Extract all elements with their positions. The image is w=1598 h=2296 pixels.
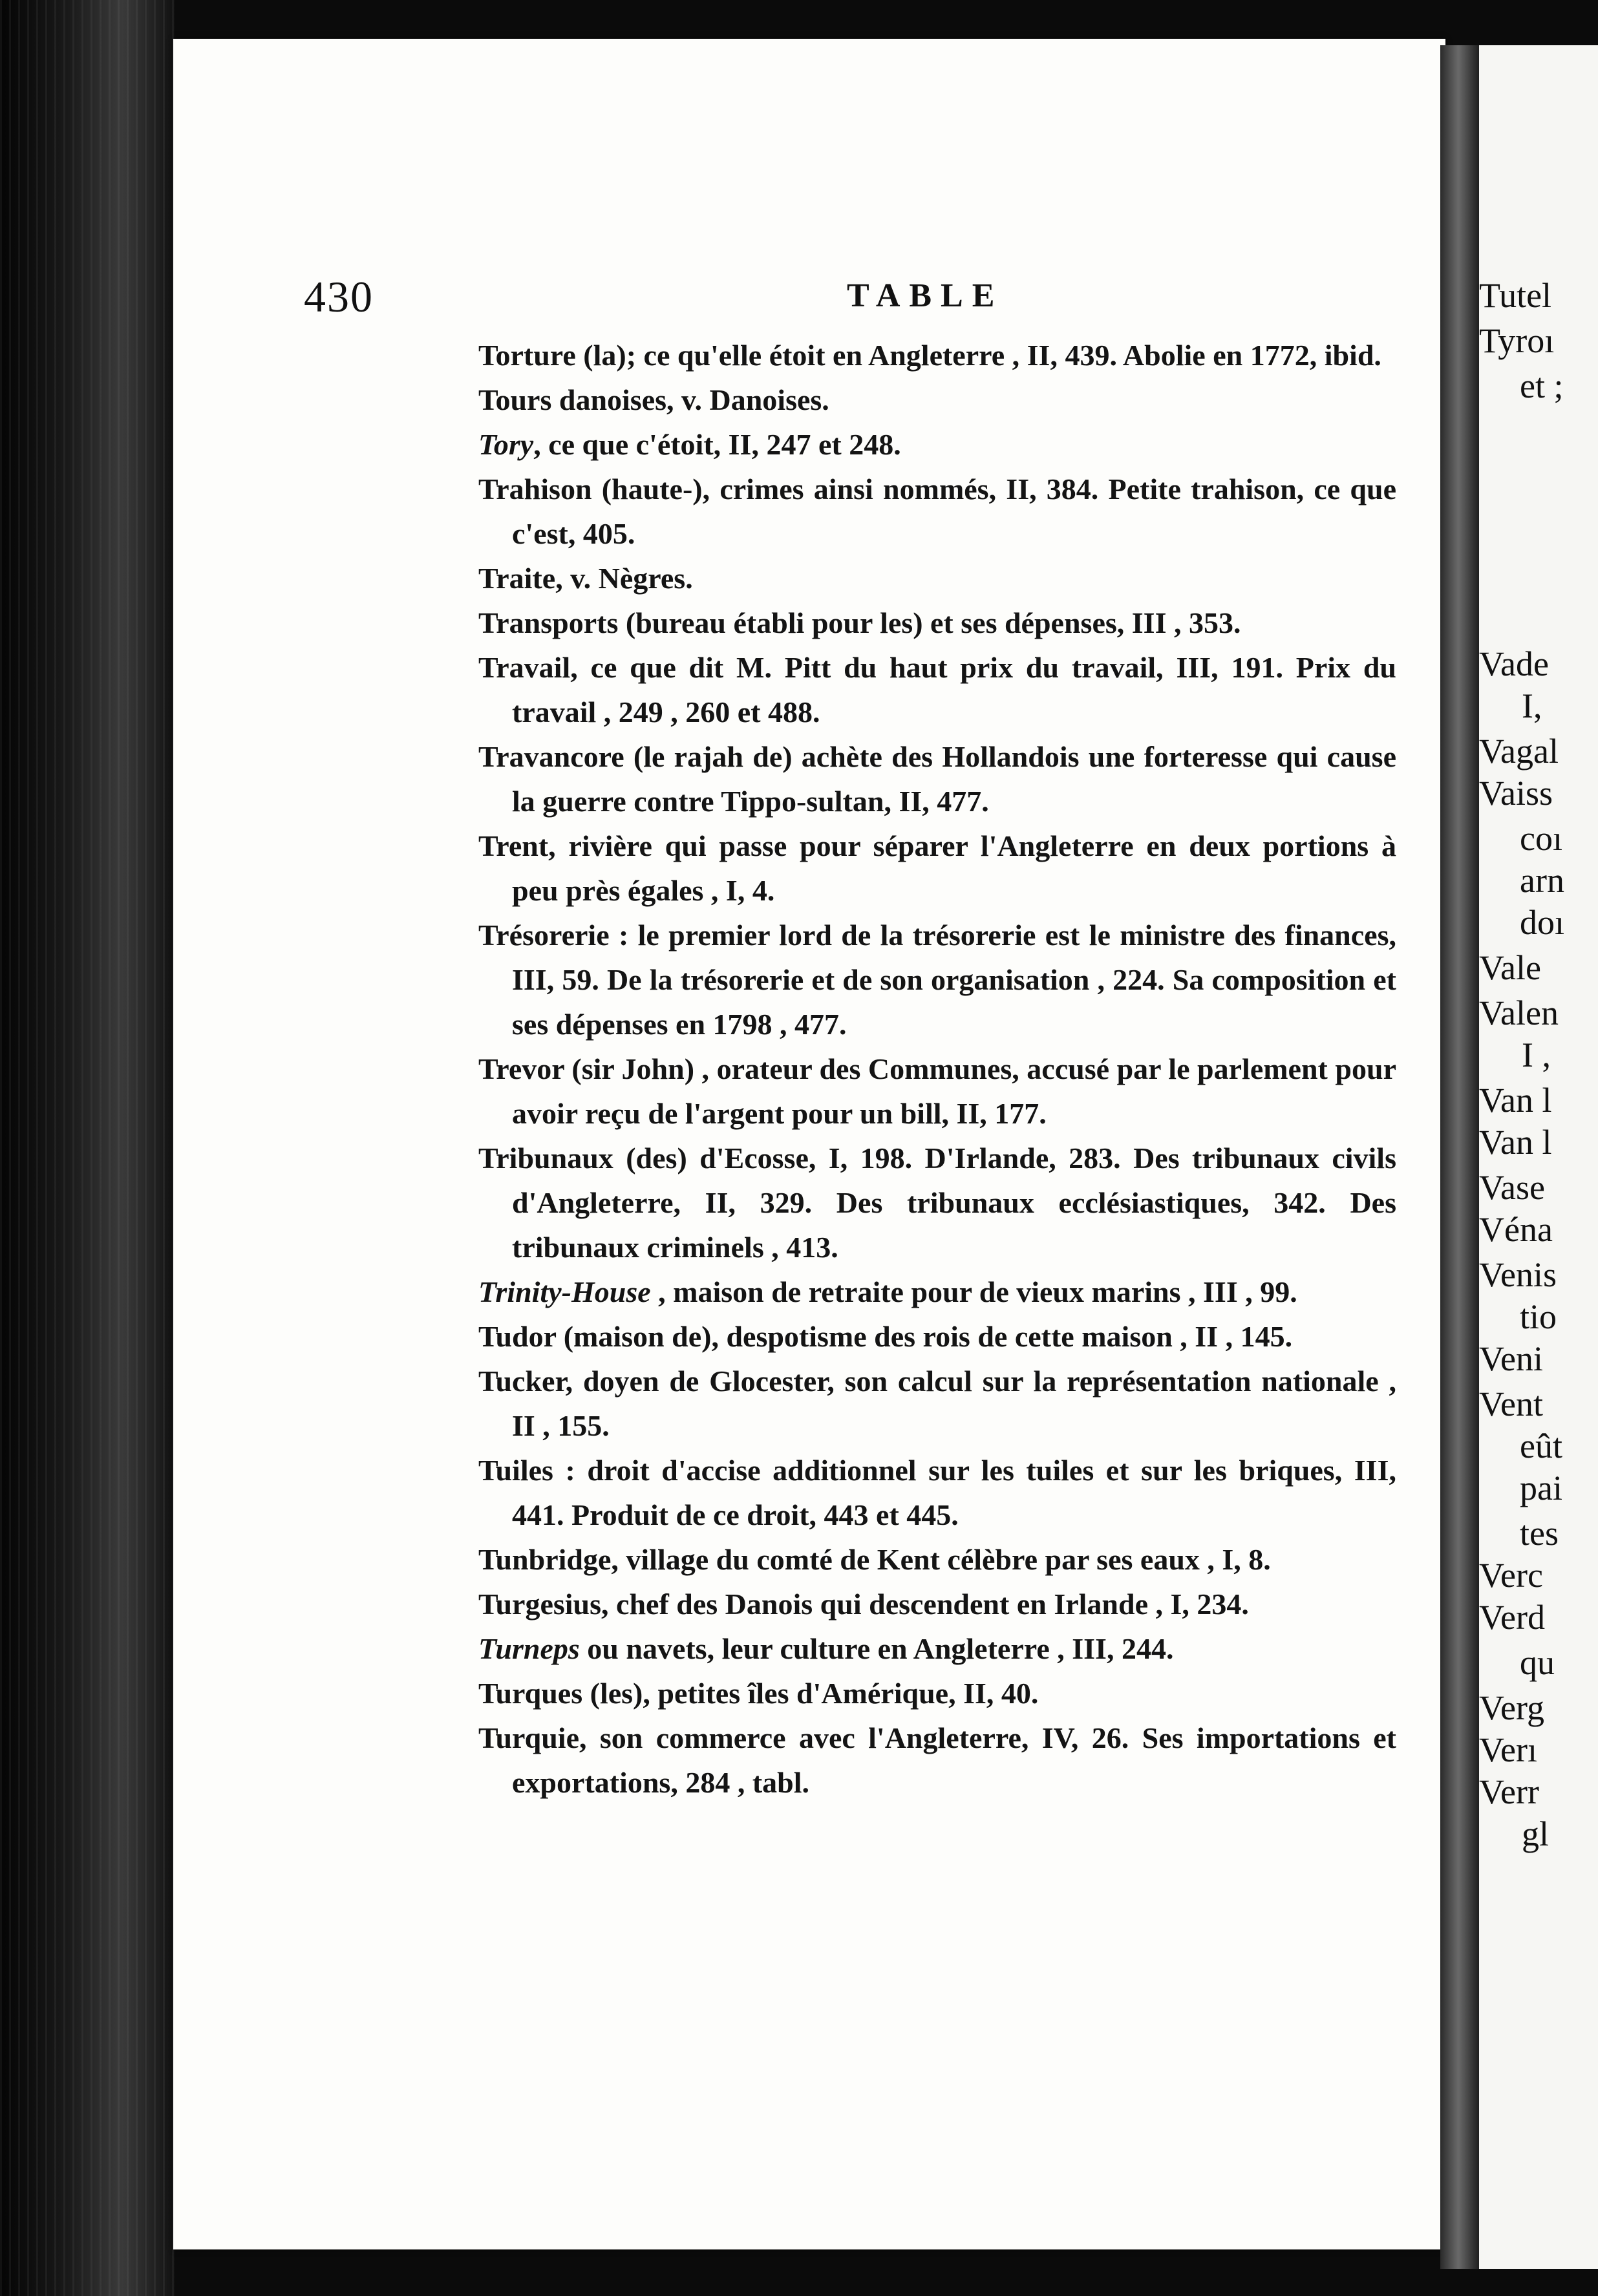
entry-heading: Torture (la) — [478, 339, 626, 372]
entry-text: : le premier lord de la trésorerie est le ministre des finances, III, 59. De la trésorerie et de son organisation , 224. Sa composition et ses dépenses en 1798 , 477. — [512, 919, 1396, 1041]
entry-text: (bureau établi pour les) et ses dépenses, III , 353. — [618, 606, 1241, 639]
entry-heading: Tucker — [478, 1365, 566, 1398]
entry-text: , village du comté de Kent célèbre par ses eaux , I, 8. — [611, 1543, 1271, 1576]
entry-text: , ce que dit M. Pitt du haut prix du travail, III, 191. Prix du travail , 249 , 260 et 488. — [512, 651, 1396, 728]
index-entry — [478, 734, 1396, 824]
entry-text: (maison de), despotisme des rois de cette maison , II , 145. — [556, 1320, 1293, 1353]
entry-text: (le rajah de) achète des Hollandois une forteresse qui cause la guerre contre Tippo-sultan, II, 477. — [512, 740, 1396, 818]
facing-page-fragment: Véna — [1479, 1210, 1553, 1249]
facing-page-fragment: Vagal — [1479, 732, 1559, 771]
entry-heading: Transports — [478, 606, 619, 639]
index-entry — [478, 377, 1396, 422]
entry-heading: Trésorerie — [478, 919, 610, 951]
entry-heading: Travancore — [478, 740, 624, 773]
facing-page-fragment: qu — [1520, 1643, 1555, 1682]
index-entry — [478, 1314, 1396, 1359]
page-fold — [1440, 45, 1480, 2269]
facing-page-fragment: tio — [1520, 1297, 1557, 1336]
index-entry — [478, 467, 1396, 556]
entry-text: , v. Nègres. — [555, 562, 693, 595]
facing-page-fragment: Vaiss — [1479, 774, 1553, 813]
index-entry — [478, 824, 1396, 913]
page-header — [304, 271, 1403, 321]
entry-text: , doyen de Glocester, son calcul sur la représentation nationale , II , 155. — [512, 1365, 1396, 1442]
facing-page-fragment: doı — [1520, 903, 1565, 942]
entry-heading: Turquie — [478, 1721, 579, 1754]
facing-page-fragment: Verc — [1479, 1556, 1543, 1595]
index-entry — [478, 1626, 1396, 1671]
index-entry — [478, 1047, 1396, 1136]
facing-page-fragment: Tutel — [1479, 276, 1552, 315]
facing-page-fragment: Venis — [1479, 1255, 1557, 1294]
index-entry — [478, 1448, 1396, 1537]
facing-page-fragment: arn — [1520, 861, 1564, 900]
facing-page-fragment: Van l — [1479, 1081, 1552, 1120]
facing-page-fragment: Van l — [1479, 1123, 1552, 1162]
facing-page-fragment: Verı — [1479, 1730, 1537, 1769]
entry-heading: Trahison — [478, 473, 592, 505]
entry-heading: Turques — [478, 1677, 583, 1710]
facing-page-fragment: pai — [1520, 1469, 1562, 1507]
index-entry — [478, 913, 1396, 1047]
facing-page-fragment: Vase — [1479, 1168, 1545, 1207]
index-entry — [478, 1359, 1396, 1448]
facing-page-fragment: Veni — [1479, 1339, 1543, 1378]
entry-heading: Tribunaux — [478, 1142, 613, 1175]
entry-heading: Trevor — [478, 1052, 564, 1085]
entry-text: , maison de retraite pour de vieux marins , III , 99. — [650, 1275, 1297, 1308]
entry-text: (haute-), crimes ainsi nommés, II, 384. Petite trahison, ce que c'est, 405. — [512, 473, 1396, 550]
running-title: TABLE — [847, 277, 1004, 314]
facing-page-fragment: Vade — [1479, 644, 1549, 683]
index-entry — [478, 422, 1396, 467]
index-entry — [478, 556, 1396, 601]
index-entry — [478, 645, 1396, 734]
facing-page-fragment: Verr — [1479, 1772, 1539, 1811]
facing-page-fragment: Verd — [1479, 1598, 1545, 1637]
facing-page-fragment: Tyroı — [1479, 321, 1555, 360]
index-entry — [478, 1270, 1396, 1314]
index-entry — [478, 1671, 1396, 1716]
entry-text: , son commerce avec l'Angleterre, IV, 26. Ses importations et exportations, 284 , tabl. — [512, 1721, 1396, 1799]
entry-heading: Turgesius — [478, 1588, 602, 1621]
entry-text: , rivière qui passe pour séparer l'Angleterre en deux portions à peu près égales , I, 4. — [512, 829, 1396, 907]
entry-heading: Trent — [478, 829, 549, 862]
entry-text: , ce que c'étoit, II, 247 et 248. — [533, 428, 901, 461]
index-entry — [478, 1582, 1396, 1626]
entry-text: , v. Danoises. — [666, 383, 829, 416]
facing-page-fragment: I, — [1522, 686, 1542, 725]
entry-heading: Tours danoises — [478, 383, 667, 416]
entry-heading: Travail — [478, 651, 571, 684]
entry-heading: Trinity-House — [478, 1275, 651, 1308]
entry-heading: Tudor — [478, 1320, 557, 1353]
entry-heading: Tunbridge — [478, 1543, 612, 1576]
entry-heading: Tuiles — [478, 1454, 553, 1487]
entry-text: (sir John) , orateur des Communes, accusé par le parlement pour avoir reçu de l'argent pour un bill, II, 177. — [512, 1052, 1396, 1130]
index-entry — [478, 333, 1396, 377]
entry-heading: Tory — [478, 428, 534, 461]
facing-page-fragment: I , — [1522, 1036, 1551, 1074]
entry-text: ou navets, leur culture en Angleterre , III, 244. — [579, 1632, 1174, 1665]
facing-page — [1479, 45, 1598, 2269]
entry-text: (des) d'Ecosse, I, 198. D'Irlande, 283. Des tribunaux civils d'Angleterre, II, 329. Des tribunaux ecclésiastiques, 342. Des tribunaux criminels , 413. — [512, 1142, 1396, 1264]
facing-page-fragment: Vale — [1479, 948, 1541, 987]
facing-page-fragment: Valen — [1479, 994, 1559, 1032]
index-entry — [478, 1136, 1396, 1270]
entry-text: (les), petites îles d'Amérique, II, 40. — [582, 1677, 1039, 1710]
entry-text: : droit d'accise additionnel sur les tuiles et sur les briques, III, 441. Produit de ce droit, 443 et 445. — [512, 1454, 1396, 1531]
entry-heading: Traite — [478, 562, 556, 595]
facing-page-fragment: tes — [1520, 1514, 1559, 1553]
facing-page-fragment: et ; — [1520, 367, 1564, 405]
book-binding — [0, 0, 175, 2296]
entry-heading: Turneps — [478, 1632, 580, 1665]
page-number: 430 — [304, 272, 374, 321]
index-entry — [478, 1716, 1396, 1805]
entry-text: ; ce qu'elle étoit en Angleterre , II, 439. Abolie en 1772, ibid. — [626, 339, 1381, 372]
index-entry — [478, 601, 1396, 645]
facing-page-fragment: gl — [1522, 1814, 1550, 1853]
facing-page-fragment: Verg — [1479, 1688, 1544, 1727]
entry-text: , chef des Danois qui descendent en Irlande , I, 234. — [601, 1588, 1249, 1621]
facing-page-fragment: eût — [1520, 1427, 1562, 1465]
index-entries — [478, 333, 1396, 1805]
index-entry — [478, 1537, 1396, 1582]
facing-page-fragment: coı — [1520, 819, 1562, 858]
facing-page-fragment: Vent — [1479, 1385, 1543, 1423]
